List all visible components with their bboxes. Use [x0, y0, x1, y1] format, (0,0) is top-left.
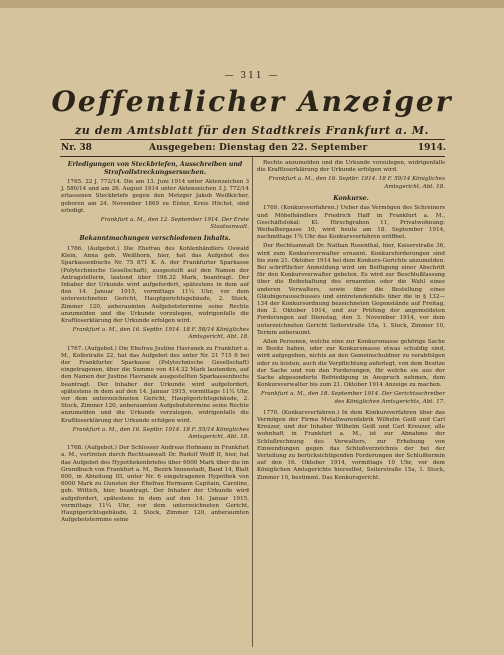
- notice-signature: Frankfurt a. M., den 18. September 1914. Der Gerichtsschreiber des Königlichen Amtsgerichts, Abt. 17.: [260, 391, 445, 405]
- issue-year: 1914.: [417, 143, 446, 153]
- notice-signature: Frankfurt a. M., den 16. Septbr. 1914. 18 F. 59/14 Königliches Amtsgericht, Abt. 18.: [268, 176, 445, 190]
- notice-paragraph: 1768. (Aufgebot.) Der Schlosser Andreas Hofmann in Frankfurt a. M., vertreten durch Rechtsanwalt Dr. Rudolf Wolff II, hier, hat das Aufgebot des Hypothekenbriefes über 6000 Mark über die im Grundbuch von Frankfurt a. M., Bezirk Innenstadt, Band 14, Blatt 600, in Abteilung III, unter Nr. 6 eingetragenen Hypothek von 6000 Mark zu Gunsten der Ehefrau Hermann Capitain, Caroline, geb. Wittich, hier, beantragt. Der Inhaber der Urkunde wird aufgefordert, spätestens in dem auf den 14. Januar 1915, vormittags 11¼ Uhr, vor dem unterzeichneten Gericht, Hauptgerichtsgebäude, 2. Stock, Zimmer 120, anberaumten Aufgebotstermine seine: [61, 445, 249, 524]
- notice-paragraph: 1770. (Konkursverfahren.) In dem Konkursverfahren über das Vermögen der Firma Metallwarenfabrik Wilhelm Geiß und Carl Kreuzer, und der Inhaber Wilhelm Geiß und Carl Kreuzer, alle wohnhaft in Frankfurt a. M., ist zur Abnahme der Schlußrechnung des Verwalters, zur Erhebung von Einwendungen gegen das Schlußverzeichnis der bei der Verteilung zu berücksichtigenden Forderungen der Schlußtermin auf den 16. Oktober 1914, vormittags 10 Uhr, vor dem Königlichen Amtsgerichte hierselbst, Seilerstraße 15a, 1. Stock, Zimmer 10, bestimmt. Das Konkursgericht.: [257, 409, 445, 481]
- notice-signature: Frankfurt a. M., den 16. Septbr. 1914. 18 F. 58/14 Königliches Amtsgericht, Abt. 18.: [72, 327, 249, 341]
- notice-paragraph: 1765. 22 J. 772/14. Die am 13. Juni 1914 unter Aktenzeichen 3 J. 580/14 und am 26. August 1914 unter Aktenzeichen 3 J. 772/14 erlassenen Steckbriefe gegen den Metzger Jakob Weißkicher, geboren am 24. November 1869 zu Elster, Kreis Höchst, sind erledigt.: [61, 179, 249, 214]
- header-rule-top: [60, 139, 445, 140]
- section-heading: Konkurse.: [333, 194, 369, 202]
- notice-paragraph: Allen Personen, welche eine zur Konkursmasse gehörige Sache in Besitz haben, oder zur Konkursmasse etwas schuldig sind, wird aufgegeben, nichts an den Gemeinschuldner zu verabfolgen oder zu leisten, auch die Verpflichtung auferlegt, von dem Besitze der Sache und von den Forderungen, für welche sie aus der Sache abgesonderte Befriedigung in Anspruch nehmen, dem Konkursverwalter bis zum 21. Oktober 1914 Anzeige zu machen.: [257, 338, 445, 389]
- notice-paragraph: 1769. (Konkursverfahren.) Ueber das Vermögen des Schreiners und Möbelhändlers Friedrich Haff in Frankfurt a. M., Geschäftslokal: Kl. Hirschgraben 11, Privatwohnung: Weihalbergasse 10, wird heute am 18. September 1914, nachmittags 1¾ Uhr das Konkursverfahren eröffnet.: [257, 205, 445, 241]
- notice-paragraph: Rechte anzumelden und die Urkunde vorzulegen, widrigenfalls die Kraftloserklärung der Urkunde erfolgen wird.: [257, 160, 445, 174]
- section-heading: Bekanntmachungen verschiedenen Inhalts.: [79, 235, 231, 243]
- newspaper-subtitle: zu dem Amtsblatt für den Stadtkreis Frankfurt a. M.: [74, 124, 430, 137]
- section-heading: Erledigungen von Steckbriefen, Ausschreiben und Strafvollstreckungsersuchen.: [67, 161, 243, 176]
- issue-number: Nr. 38: [61, 143, 92, 153]
- issue-row: [61, 143, 446, 155]
- notice-signature: Frankfurt a. M., den 16. Septbr. 1914. 18 F. 55/14 Königliches Amtsgericht, Abt. 18.: [72, 426, 249, 440]
- left-column: [61, 160, 249, 526]
- page-number: — 311 —: [224, 71, 280, 81]
- notice-signature: Frankfurt a. M., den 12. September 1914. Der Erste Staatsanwalt.: [100, 217, 249, 231]
- notice-paragraph: Der Rechtsanwalt Dr. Nathan Rosenthal, hier, Kaiserstraße 36, wird zum Konkursverwalter ernannt. Konkursforderungen sind bis zum 21. Oktober 1914 bei dem Konkurs-Gerichte anzumelden. Bei schriftlicher Anmeldung wird um Beifügung einer Abschrift für den Konkursverwalter gebeten. Es wird zur Beschlußfassung über die Beibehaltung des ernannten oder die Wahl eines anderen Verwalters, sowie über die Bestellung eines Gläubigerausschusses und eintretendenfalls über die in § 132—134 der Konkursordnung bezeichneten Gegenstände auf Freitag, den 2. Oktober 1914, und zur Prüfung der angemeldeten Forderungen auf Dienstag, den 3. November 1914, vor dem unterzeichneten Gericht Seilerstraße 15a, 1. Stock, Zimmer 10, Termin anberaumt.: [257, 243, 445, 336]
- page-edge: [0, 0, 504, 8]
- notice-paragraph: 1766. (Aufgebot.) Die Ehefrau des Kohlenhändlers Oswald Klein, Anna geb. Weißhorn, hier, hat das Aufgebot des Sparkassenbuchs Nr. 75 871 K. A. der Frankfurter Sparkasse (Polytechnische Gesellschaft), ausgestellt auf den Namen der Antragstellerin, lautend über 198.32 Mark, beantragt. Der Inhaber der Urkunde wird aufgefordert, spätestens in dem auf den 14. Januar 1915, vormittags 11¼ Uhr, vor dem unterzeichneten Gericht, Hauptgerichtsgebäude, 2. Stock, Zimmer 120, anberaumten Aufgebotstermine seine Rechte anzumelden und die Urkunde vorzulegen, widrigenfalls die Kraftloserklärung der Urkunde erfolgen wird.: [61, 245, 249, 324]
- issue-date: Ausgegeben: Dienstag den 22. September: [149, 143, 368, 153]
- newspaper-title: Oeffentlicher Anzeiger: [51, 85, 453, 118]
- right-column: [257, 160, 445, 484]
- notice-paragraph: 1767. (Aufgebot.) Die Ehefrau Justine Havranek zu Frankfurt a. M., Kolbstraße 22, hat das Aufgebot des unter Nr. 21 715 6 bei der Frankfurter Sparkasse (Polytechnische Gesellschaft) eingetragenen, über die Summe von 414.32 Mark lautenden, auf den Namen der Justine Havranek ausgestellten Sparkassenbuchs beantragt. Der Inhaber der Urkunde wird aufgefordert, spätestens in dem auf den 14. Januar 1915, vormittags 11¼ Uhr, vor dem unterzeichneten Gericht, Hauptgerichtsgebäude, 2. Stock, Zimmer 120, anberaumten Aufgebotstermine seine Rechte anzumelden und die Urkunde vorzulegen, widrigenfalls die Kraftloserklärung der Urkunde erfolgen wird.: [61, 345, 249, 424]
- column-divider: [252, 157, 253, 647]
